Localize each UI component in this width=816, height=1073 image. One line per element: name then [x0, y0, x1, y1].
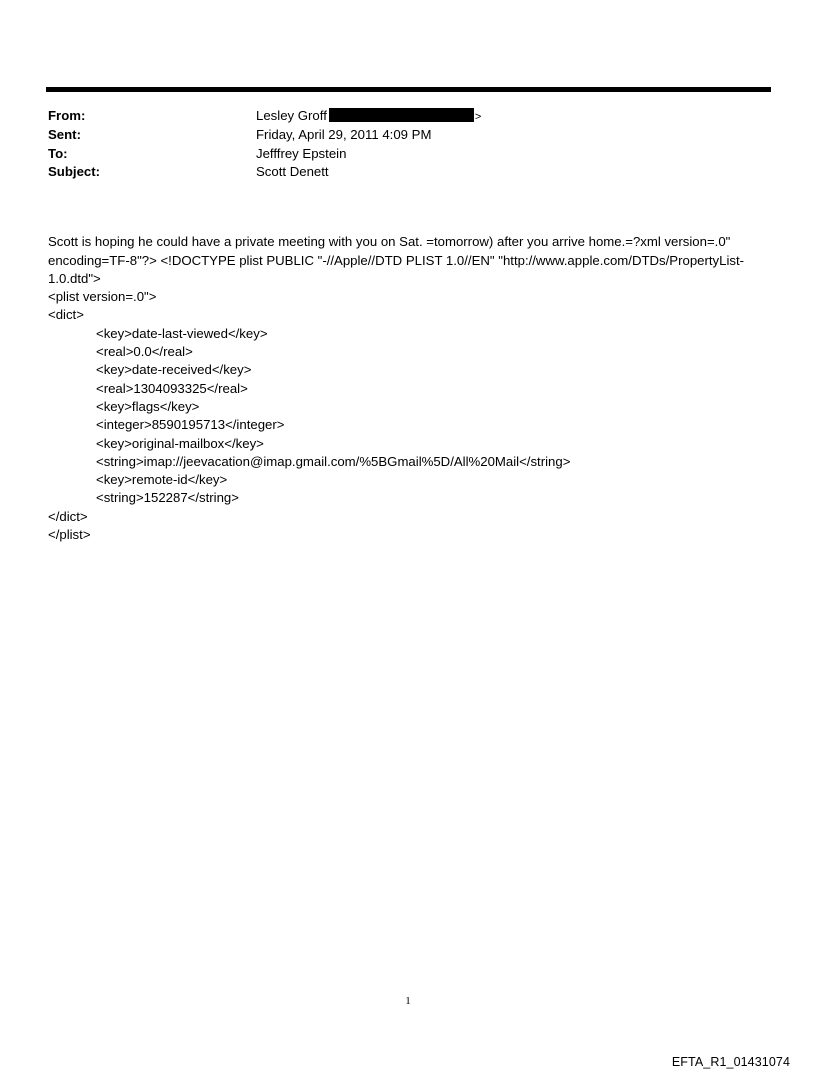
code-line: <key>original-mailbox</key> — [96, 435, 264, 451]
code-line: <dict> — [48, 307, 84, 323]
code-line: <key>flags</key> — [96, 398, 200, 414]
redaction-box — [329, 108, 474, 122]
from-tail: > — [474, 111, 482, 123]
bates-number: EFTA_R1_01431074 — [671, 1055, 790, 1069]
code-line: </dict> — [48, 508, 88, 524]
code-line: <plist version=.0"> — [48, 289, 157, 305]
code-line: <string>152287</string> — [96, 490, 239, 506]
sent-row — [48, 126, 748, 144]
from-value — [256, 107, 481, 126]
code-line: <integer>8590195713</integer> — [96, 417, 285, 433]
email-header — [48, 107, 748, 181]
header-divider — [46, 87, 771, 92]
code-line: <real>1304093325</real> — [96, 380, 248, 396]
page-number: 1 — [405, 995, 411, 1007]
from-label: From: — [48, 108, 86, 123]
email-body — [48, 215, 768, 563]
sent-label: Sent: — [48, 127, 81, 143]
to-row — [48, 145, 748, 163]
code-line: <key>date-received</key> — [96, 362, 252, 378]
to-label: To: — [48, 145, 68, 161]
code-line: <real>0.0</real> — [96, 344, 193, 360]
body-paragraph: Scott is hoping he could have a private meeting with you on Sat. =tomorrow) after you arrive home.=?xml version=.0" encoding=TF-8"?> <!DOCTYPE plist PUBLIC "-//Apple//DTD PLIST 1.0//EN" "http://www.apple.com/DTDs/PropertyList-1.0.dtd"> — [48, 234, 745, 286]
code-line: <string>imap://jeevacation@imap.gmail.com/%5BGmail%5D/All%20Mail</string> — [96, 453, 571, 469]
code-line: </plist> — [48, 527, 91, 543]
subject-label: Subject: — [48, 163, 101, 179]
sender-name: Lesley Groff — [256, 108, 327, 123]
to-value: Jefffrey Epstein — [256, 145, 347, 161]
sent-value: Friday, April 29, 2011 4:09 PM — [256, 127, 432, 143]
subject-row — [48, 163, 748, 181]
code-line: <key>remote-id</key> — [96, 472, 228, 488]
subject-value: Scott Denett — [256, 163, 329, 179]
code-line: <key>date-last-viewed</key> — [96, 325, 268, 341]
from-row — [48, 107, 748, 126]
